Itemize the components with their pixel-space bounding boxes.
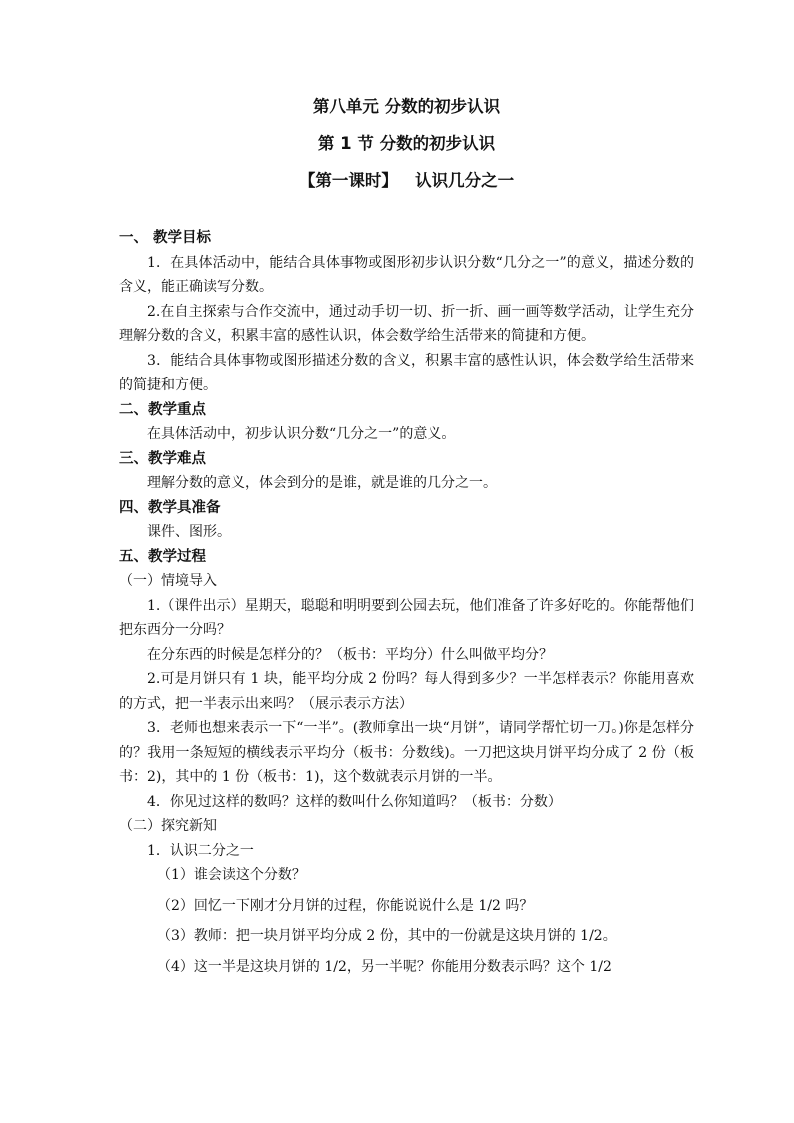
process-part1-heading: （一）情境导入 [119,573,217,589]
process-item: 在分东西的时候是怎样分的？（板书：平均分）什么叫做平均分？ [147,646,553,663]
key-points-heading: 二、教学重点 [119,401,206,418]
goals-heading: 一、 教学目标 [119,230,212,246]
difficulties-text: 理解分数的意义，体会到分的是谁，就是谁的几分之一。 [147,475,497,491]
goal-item: 3．能结合具体事物或图形描述分数的含义，积累丰富的感性认识，体会数学给生活带来的简捷和方便。 [119,352,694,393]
question-item: （1）谁会读这个分数？ [157,867,306,883]
key-points-text: 在具体活动中，初步认识分数“几分之一”的意义。 [147,426,456,442]
question-item: （3）教师：把一块月饼平均分成 2 份，其中的一份就是这块月饼的 1/2。 [157,928,617,944]
process-heading: 五、教学过程 [119,548,206,565]
question-item: （2）回忆一下刚才分月饼的过程，你能说说什么是 1/2 吗？ [157,897,534,914]
process-part2-heading: （二）探究新知 [119,818,217,834]
materials-text: 课件、图形。 [147,524,231,540]
process-item: 2.可是月饼只有 1 块，能平均分成 2 份吗？每人得到多少？一半怎样表示？你能用喜欢的方式，把一半表示出来吗？（展示表示方法） [119,671,694,712]
difficulties-heading: 三、教学难点 [119,450,206,467]
materials-heading: 四、教学具准备 [119,499,221,516]
process-part2-subheading: 1．认识二分之一 [147,842,254,859]
process-item: 1.（课件出示）星期天，聪聪和明明要到公园去玩，他们准备了许多好吃的。你能帮他们把东西分一分吗？ [119,597,694,638]
goal-item: 2.在自主探索与合作交流中，通过动手切一切、折一折、画一画等数学活动，让学生充分理解分数的含义，积累丰富的感性认识，体会数学给生活带来的简捷和方便。 [119,303,694,344]
process-item: 3．老师也想来表示一下“一半”。(教师拿出一块“月饼”，请同学帮忙切一刀。)你是怎样分的？我用一条短短的横线表示平均分（板书：分数线)。一刀把这块月饼平均分成了 2 份（板书：2)，其中的 1 份（板书：1)，这个数就表示月饼的一半。 [119,720,694,785]
question-item: （4）这一半是这块月饼的 1/2，另一半呢？你能用分数表示吗？这个 1/2 [157,958,612,975]
lesson-title: 【第一课时】 认识几分之一 [298,171,515,190]
unit-title: 第八单元 分数的初步认识 [312,97,501,116]
goal-item: 1．在具体活动中，能结合具体事物或图形初步认识分数“几分之一”的意义，描述分数的含义，能正确读写分数。 [119,254,694,295]
document-body [119,226,694,979]
section-title: 第 1 节 分数的初步认识 [317,134,496,153]
process-item: 4．你见过这样的数吗？这样的数叫什么你知道吗？（板书：分数） [147,793,562,810]
